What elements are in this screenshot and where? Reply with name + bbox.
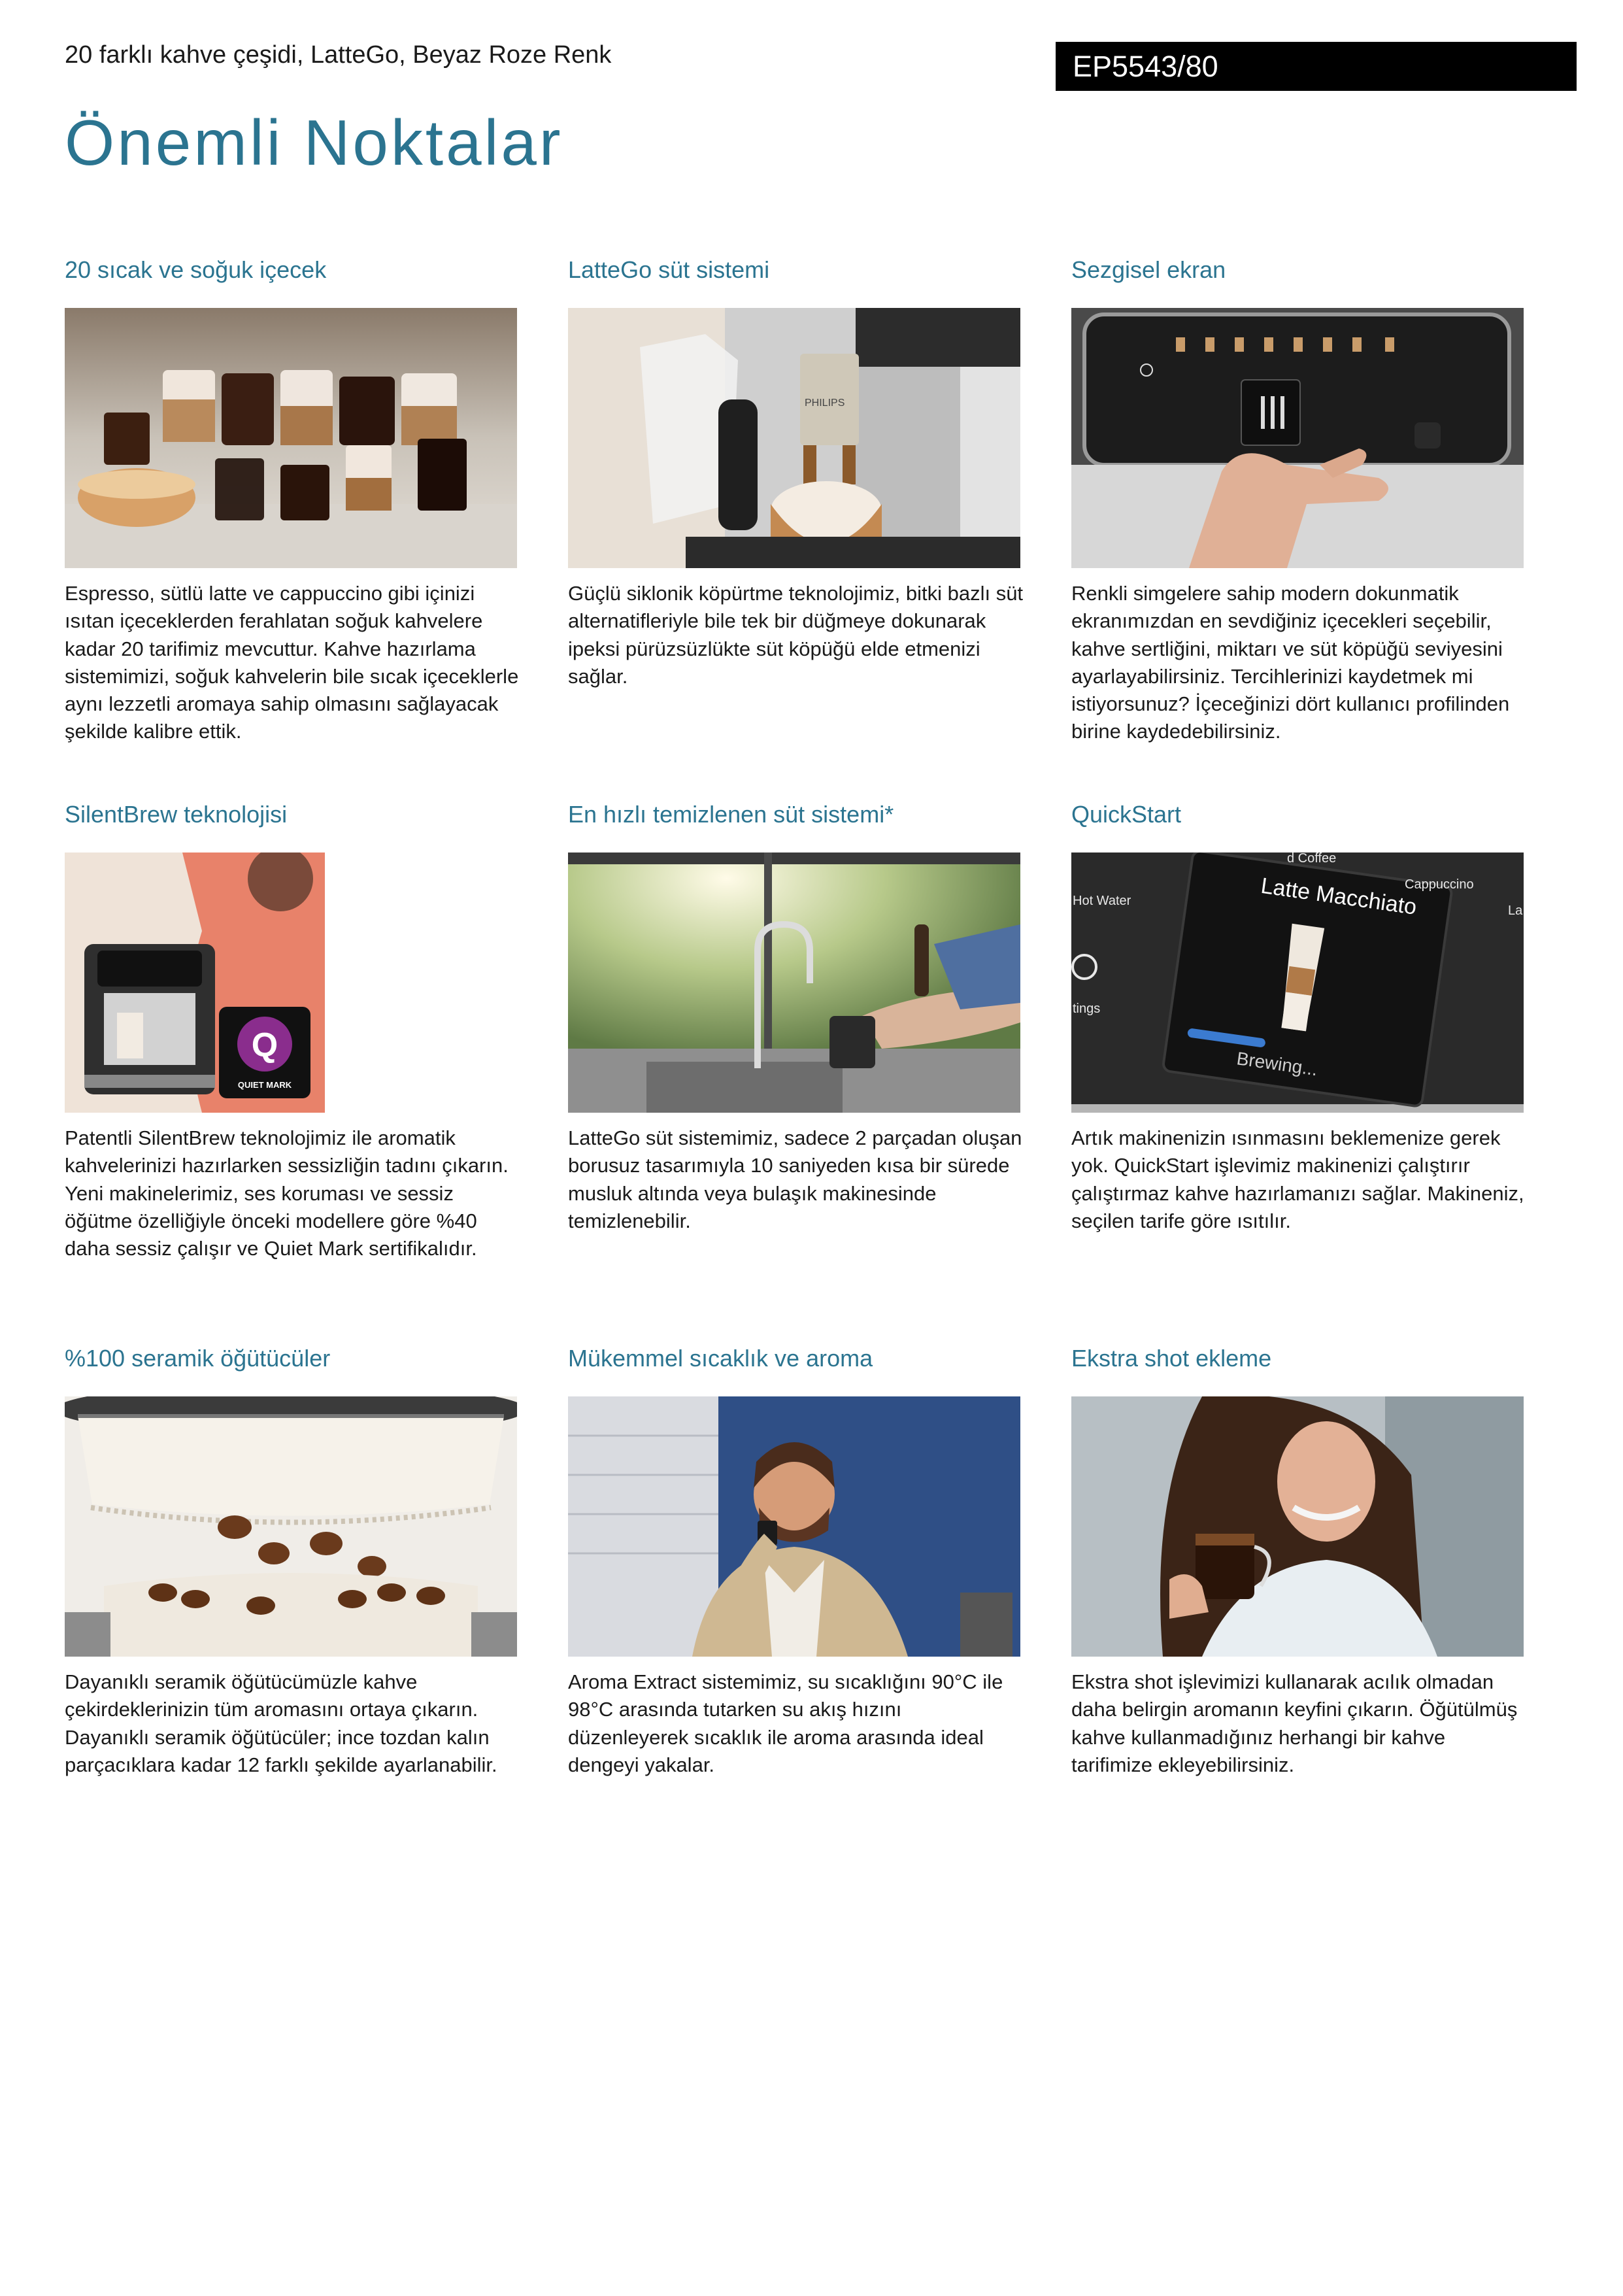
philips-logo-text: PHILIPS <box>805 397 845 409</box>
product-subtitle: 20 farklı kahve çeşidi, LatteGo, Beyaz Roze Renk <box>65 41 612 69</box>
feature-title: QuickStart <box>1071 801 1182 828</box>
screen-label-coffee: d Coffee <box>1287 853 1337 866</box>
feature-hot-cold-drinks <box>65 254 522 743</box>
feature-silentbrew <box>65 799 522 1260</box>
screen-label-latte: La <box>1508 903 1523 918</box>
screen-label-settings: tings <box>1073 1002 1101 1016</box>
feature-fastest-cleaning <box>568 799 1026 1232</box>
feature-title: Mükemmel sıcaklık ve aroma <box>568 1345 873 1372</box>
feature-description: Aroma Extract sistemimiz, su sıcaklığını 90°C ile 98°C arasında tutarken su akış hızını düzenleyerek sıcaklık ile aroma arasında ideal dengeyi yakalar. <box>568 1670 1003 1776</box>
feature-title: En hızlı temizlenen süt sistemi* <box>568 801 894 828</box>
feature-description: LatteGo süt sistemimiz, sadece 2 parçadan oluşan borusuz tasarımıyla 10 saniyeden kısa bir sürede musluk altında veya bulaşık makinesinde temizlenebilir. <box>568 1126 1022 1232</box>
quiet-mark-logo-letter: Q <box>251 1026 278 1064</box>
quickstart-photo <box>1071 853 1524 1113</box>
feature-description: Renkli simgelere sahip modern dokunmatik ekranımızdan en sevdiğiniz içecekleri seçebilir, kahve sertliğini, miktarı ve süt köpüğü seviyesini ayarlayabilirsiniz. Tercihlerinizi kaydetmek mi istiyorsunuz? İçeceğinizi dört kullanıcı profilinden birine kaydedebilirsiniz. <box>1071 582 1510 743</box>
feature-lattego-milk-system <box>568 254 1026 688</box>
feature-intuitive-display <box>1071 254 1529 743</box>
feature-quickstart <box>1071 799 1529 1232</box>
man-with-coffee-photo <box>568 1396 1020 1657</box>
feature-description: Ekstra shot işlevimizi kullanarak acılık olmadan daha belirgin aromanın keyfini çıkarın. Öğütülmüş kahve kullanmadığınız herhangi bir kahve tarifimize ekleyebilirsiniz. <box>1071 1670 1518 1776</box>
feature-description: Espresso, sütlü latte ve cappuccino gibi içinizi ısıtan içeceklerden ferahlatan soğuk kahvelere kadar 20 tarifimiz mevcuttur. Kahve hazırlama sistemimizi, soğuk kahvelerin bile sıcak içeceklerle aynı lezzetli aromaya sahip olmasını sağlayacak şekilde kalibre ettik. <box>65 582 519 743</box>
model-number-badge: EP5543/80 <box>1056 42 1577 91</box>
feature-description: Güçlü siklonik köpürtme teknolojimiz, bitki bazlı süt alternatifleriyle bile tek bir düğmeye dokunarak ipeksi pürüzsüzlükte süt köpüğü elde etmenizi sağlar. <box>568 582 1024 688</box>
screen-drink-name: Latte Macchiato <box>1259 873 1418 920</box>
page-title: Önemli Noktalar <box>65 107 563 178</box>
feature-title: SilentBrew teknolojisi <box>65 801 288 828</box>
feature-title: 20 sıcak ve soğuk içecek <box>65 256 327 283</box>
quiet-mark-logo-text: QUIET MARK <box>237 1080 292 1090</box>
drinks-photo <box>65 308 517 568</box>
feature-description: Dayanıklı seramik öğütücümüzle kahve çekirdeklerinizin tüm aromasını ortaya çıkarın. Dayanıklı seramik öğütücüler; ince tozdan kalın parçacıklara kadar 12 farklı şekilde ayarlanabilir. <box>65 1670 497 1776</box>
feature-ceramic-grinders <box>65 1343 522 1776</box>
screen-status: Brewing... <box>1235 1048 1319 1080</box>
screen-label-hot-water: Hot Water <box>1073 894 1131 908</box>
feature-extra-shot <box>1071 1343 1529 1776</box>
feature-title: LatteGo süt sistemi <box>568 256 770 283</box>
feature-temperature-aroma <box>568 1343 1026 1776</box>
grinder-photo <box>65 1396 517 1657</box>
silentbrew-photo <box>65 853 325 1113</box>
woman-with-coffee-photo <box>1071 1396 1524 1657</box>
feature-description: Patentli SilentBrew teknolojimiz ile aromatik kahvelerinizi hazırlarken sessizliğin tadını çıkarın. Yeni makinelerimiz, ses koruması ve sessiz öğütme özelliğiyle önceki modellere göre %40 daha sessiz çalışır ve Quiet Mark sertifikalıdır. <box>65 1126 509 1260</box>
feature-title: Ekstra shot ekleme <box>1071 1345 1272 1372</box>
lattego-photo <box>568 308 1020 568</box>
screen-label-cappuccino: Cappuccino <box>1405 877 1474 892</box>
display-photo <box>1071 308 1524 568</box>
feature-title: %100 seramik öğütücüler <box>65 1345 331 1372</box>
cleaning-photo <box>568 853 1020 1113</box>
feature-description: Artık makinenizin ısınmasını beklemenize gerek yok. QuickStart işlevimiz makinenizi çalıştırır çalıştırmaz kahve hazırlamanızı sağlar. Makineniz, seçilen tarife göre ısıtılır. <box>1071 1126 1524 1232</box>
feature-title: Sezgisel ekran <box>1071 256 1226 283</box>
